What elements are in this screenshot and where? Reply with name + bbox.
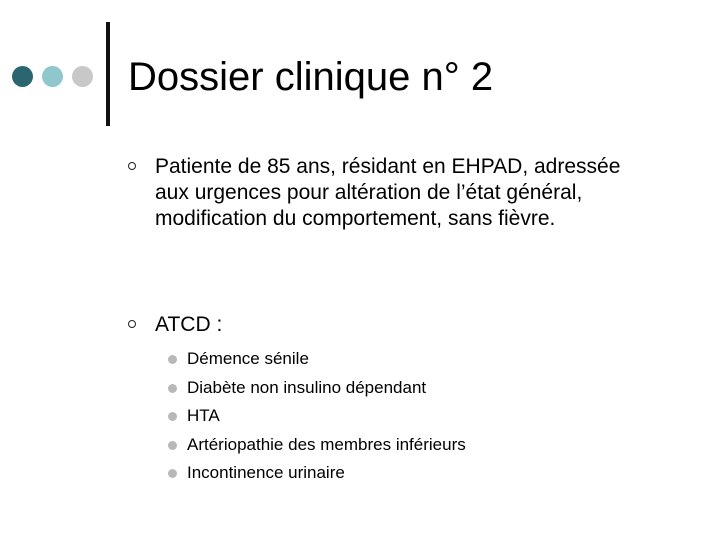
title-divider [106,22,110,126]
bullet-ring-icon [128,162,136,170]
dot-bullet-icon [168,355,177,364]
bullet-ring-icon [128,320,136,328]
decoration-dot-dark [12,66,33,87]
bullet-text: ATCD : [155,313,223,336]
sub-bullet-item: Artériopathie des membres inférieurs [168,431,466,460]
dot-bullet-icon [168,469,177,478]
sub-bullet-item: Démence sénile [168,345,466,374]
dot-bullet-icon [168,384,177,393]
atcd-sublist [168,345,466,488]
bullet-item-patient [128,154,648,232]
sub-bullet-item: HTA [168,402,466,431]
bullet-text: Patiente de 85 ans, résidant en EHPAD, adressée aux urgences pour altération de l’état général, modification du comportement, sans fièvre. [155,155,621,230]
slide-title: Dossier clinique n° 2 [128,55,494,99]
sub-bullet-item: Incontinence urinaire [168,459,466,488]
dot-bullet-icon [168,441,177,450]
bullet-item-atcd [128,312,648,338]
title-decoration-dots [12,66,93,87]
decoration-dot-light [42,66,63,87]
sub-bullet-item: Diabète non insulino dépendant [168,374,466,403]
dot-bullet-icon [168,412,177,421]
decoration-dot-gray [72,66,93,87]
